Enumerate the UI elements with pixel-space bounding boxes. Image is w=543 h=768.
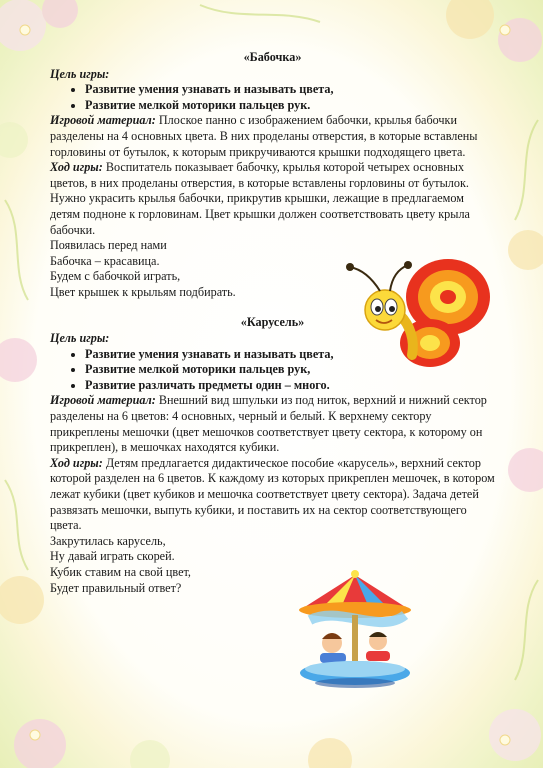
material-text: Плоское панно с изображением бабочки, крылья бабочки разделены на 4 основных цвета. В них проделаны отверстия, в которые вставлены горловины от бутылок, к которым прикручиваются крышки подходящего цвета. [50, 113, 478, 159]
course-paragraph [50, 456, 495, 534]
goal-label: Цель игры: [50, 66, 110, 81]
material-text: Внешний вид шпульки из под ниток, верхний и нижний сектор разделены на 6 цветов: 4 основных, черный и белый. К верхнему сектору прикреплены мешочки (цвет мешочков соответствует цвету сектора, к которому он прикреплен), в мешочках находятся кубики. [50, 393, 487, 455]
goal-item: • Развитие мелкой моторики пальцев рук. [85, 98, 495, 114]
poem-line: Будем с бабочкой играть, [50, 269, 181, 284]
material-label: Игровой материал: [50, 113, 156, 128]
goal-item: • Развитие умения узнавать и называть цвета, [85, 82, 495, 98]
carousel-illustration [290, 565, 420, 695]
course-paragraph [50, 160, 495, 238]
course-label: Ход игры: [50, 160, 103, 175]
poem-line: Будет правильный ответ? [50, 580, 182, 595]
course-label: Ход игры: [50, 455, 103, 470]
course-text: Воспитатель показывает бабочку, крылья которой четырех основных цветов, в них проделаны отверстия, в которые вставлены горловины от бутылок. Нужно украсить крылья бабочки, прикрутив крышки, лежащие в предлагаемом детям подноне к горловинам. Цвет крышки должен соответствовать цвету крыла бабочки. [50, 160, 470, 237]
section-title-butterfly: «Бабочка» [243, 50, 302, 64]
section-title-carousel: «Карусель» [240, 314, 305, 329]
poem-line: Бабочка – красавица. [50, 253, 160, 268]
course-text: Детям предлагается дидактическое пособие «карусель», верхний сектор которой разделен на 6 цветов. К каждому из которых прикреплен мешочек, в котором лежат кубики (цвет кубиков и мешочка соответствует цвету сектора). Задача детей развязать мешочки, выпуть кубики, и поставить их на сектор соответствующего цвета. [50, 455, 495, 533]
goal-item: • Развитие мелкой моторики пальцев рук, [85, 362, 495, 378]
material-label: Игровой материал: [50, 393, 156, 408]
poem-line: Закрутилась карусель, [50, 533, 166, 548]
poem-line: Кубик ставим на свой цвет, [50, 565, 191, 579]
butterfly-illustration [340, 255, 500, 370]
material-paragraph [50, 113, 495, 160]
poem-line: Появилась перед нами [50, 238, 167, 253]
poem-line: Цвет крышек к крыльям подбирать. [50, 284, 236, 299]
goal-item: • Развитие различать предметы один – много. [85, 378, 495, 394]
goal-list [50, 82, 495, 113]
material-paragraph [50, 393, 495, 455]
goal-label: Цель игры: [50, 331, 110, 346]
poem-line: Ну давай играть скорей. [50, 549, 175, 564]
goal-item: • Развитие умения узнавать и называть цвета, [85, 347, 495, 363]
